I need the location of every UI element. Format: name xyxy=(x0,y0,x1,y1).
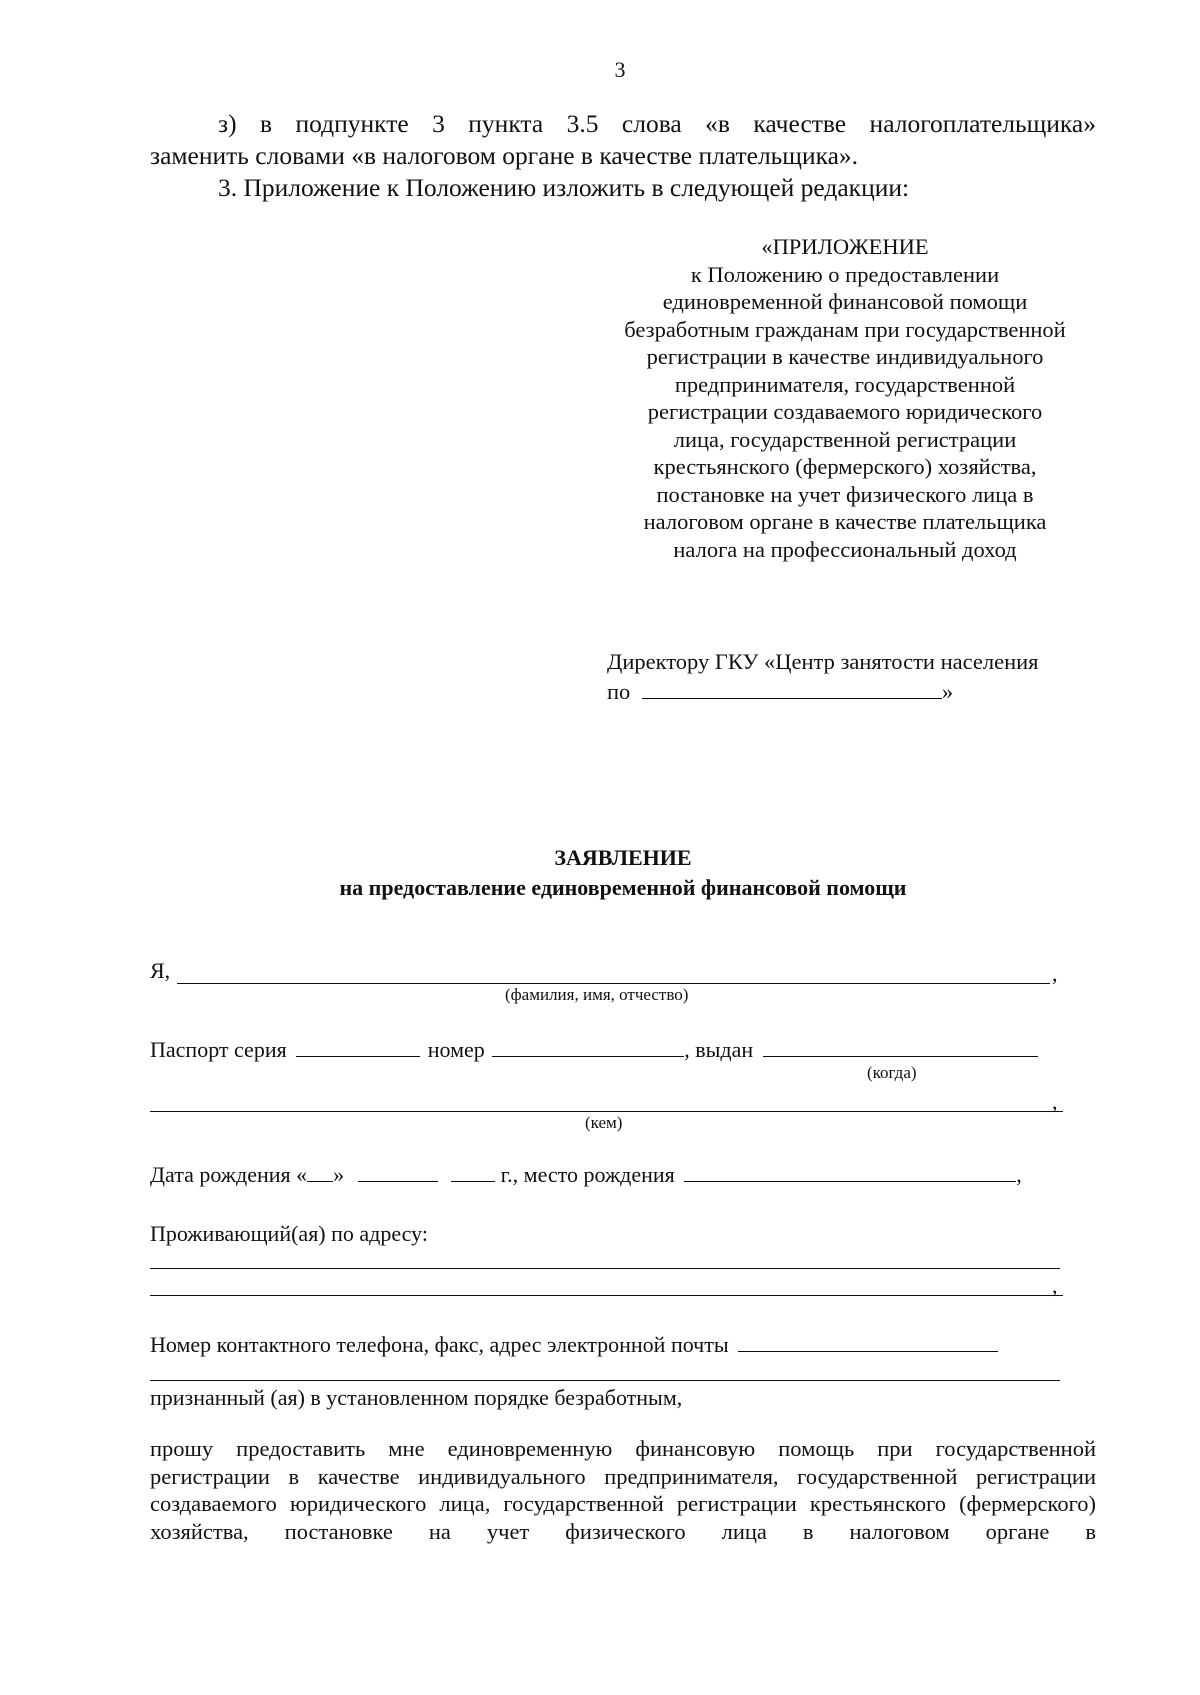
addressee-line1: Директору ГКУ «Центр занятости населения xyxy=(607,649,1039,674)
contact-label: Номер контактного телефона, факс, адрес электронной почты xyxy=(150,1332,729,1357)
passport-label: Паспорт серия xyxy=(150,1037,287,1062)
contact-row xyxy=(150,1331,1096,1358)
fio-row xyxy=(150,958,1096,984)
birth-row xyxy=(150,1161,1096,1188)
appendix-line: регистрации создаваемого юридического xyxy=(647,399,1043,424)
birth-place-field[interactable] xyxy=(684,1161,1016,1182)
request-paragraph xyxy=(150,1435,1096,1545)
fio-hint: (фамилия, имя, отчество) xyxy=(505,985,689,1004)
by-whom-hint: (кем) xyxy=(585,1113,623,1132)
birth-month-field[interactable] xyxy=(358,1161,438,1182)
document-title: ЗАЯВЛЕНИЕ xyxy=(554,845,692,870)
addressee-suffix: » xyxy=(941,679,954,704)
appendix-heading xyxy=(610,233,1080,563)
request-text: прошу предоставить мне единовременную финансовую помощь при государственной регистрации в качестве индивидуального предпринимателя, государственной регистрации создаваемого юридического лица, государственной регистрации крестьянского (фермерского) хозяйства, постановке на учет физического лица в налоговом органе в xyxy=(150,1436,1096,1544)
contact-field[interactable] xyxy=(738,1331,998,1352)
address-comma: , xyxy=(1052,1273,1058,1298)
address-field-line1[interactable] xyxy=(150,1268,1060,1269)
unemployed-text: признанный (ая) в установленном порядке безработным, xyxy=(150,1385,683,1410)
item-3-text: 3. Приложение к Положению изложить в следующей редакции: xyxy=(218,173,910,202)
addressee-block xyxy=(607,647,1107,707)
contact-field-line2[interactable] xyxy=(150,1380,1060,1381)
issued-by-field[interactable] xyxy=(150,1111,1063,1112)
issued-label: , выдан xyxy=(684,1037,754,1062)
item-z-line2: заменить словами «в налоговом органе в качестве плательщика». xyxy=(150,141,859,170)
passport-issued-date-field[interactable] xyxy=(763,1036,1038,1057)
document-subtitle: на предоставление единовременной финансовой помощи xyxy=(339,875,907,900)
fio-field[interactable] xyxy=(177,983,1050,984)
center-name-field[interactable] xyxy=(642,678,942,699)
residing-label: Проживающий(ая) по адресу: xyxy=(150,1221,428,1246)
appendix-line: к Положению о предоставлении xyxy=(690,261,1000,287)
addressee-line2 xyxy=(607,677,1107,707)
appendix-line: налога на профессиональный доход xyxy=(673,536,1017,562)
passport-number-field[interactable] xyxy=(492,1036,684,1057)
item-z-line1: з) в подпункте 3 пункта 3.5 слова «в качестве налогоплательщика» xyxy=(218,109,1096,138)
appendix-line: лица, государственной регистрации xyxy=(673,426,1017,452)
appendix-line: крестьянского (фермерского) хозяйства, xyxy=(653,454,1037,479)
appendix-line: единовременной финансовой помощи xyxy=(662,289,1028,314)
addressee-prefix: по xyxy=(607,679,631,704)
passport-row xyxy=(150,1036,1096,1063)
fio-comma: , xyxy=(1052,961,1058,986)
address-field-line2[interactable] xyxy=(150,1295,1063,1296)
birth-place-comma: , xyxy=(1016,1162,1022,1187)
year-label: г., место рождения xyxy=(500,1162,675,1187)
issued-by-comma: , xyxy=(1052,1089,1058,1114)
appendix-line: безработным гражданам при государственной xyxy=(624,316,1066,342)
birth-year-field[interactable] xyxy=(451,1161,495,1182)
appendix-line: постановке на учет физического лица в xyxy=(656,481,1034,507)
birth-date-label: Дата рождения « xyxy=(150,1162,308,1187)
i-label: Я, xyxy=(150,958,171,983)
appendix-line: налоговом органе в качестве плательщика xyxy=(643,509,1047,534)
appendix-line: регистрации в качестве индивидуального xyxy=(646,344,1044,369)
intro-section xyxy=(150,108,1096,204)
appendix-line: «ПРИЛОЖЕНИЕ xyxy=(761,234,929,259)
birth-day-field[interactable] xyxy=(307,1161,333,1182)
passport-series-field[interactable] xyxy=(296,1036,420,1057)
page-number: 3 xyxy=(614,57,626,82)
birth-quote-close: » xyxy=(333,1162,345,1187)
appendix-line: предпринимателя, государственной xyxy=(674,371,1016,397)
number-label: номер xyxy=(427,1037,485,1062)
when-hint: (когда) xyxy=(867,1063,917,1082)
